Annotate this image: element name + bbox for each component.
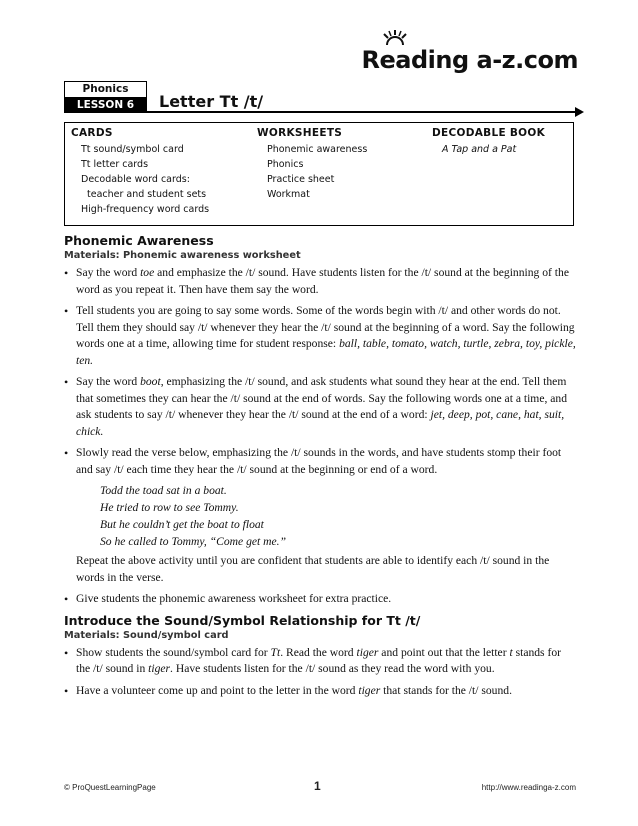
sun-icon — [382, 30, 408, 46]
title-rule — [147, 111, 576, 113]
card-item: Tt letter cards — [81, 159, 149, 170]
worksheet-item: Phonics — [267, 159, 304, 170]
section-materials: Materials: Phonemic awareness worksheet — [64, 250, 301, 261]
reading-az-logo — [362, 46, 578, 74]
list-item: • Show students the sound/symbol card for Tt. Read the word tiger and point out that the letter t stands for the /t/ sound in tiger. Have students listen for the /t/ sound as they read the word with you. — [64, 645, 576, 678]
list-item: • Say the word toe and emphasize the /t/ sound. Have students listen for the /t/ sound at the beginning of the word as you repeat it. Then have them say the word. — [64, 265, 576, 298]
list-item: • Tell students you are going to say some words. Some of the words begin with /t/ and other words do not. Tell them they should say /t/ whenever they hear the /t/ sound at the beginning of a word. Say the following words one at a time, allowing time for student response: ball, table, tomato, watch, turtle, zebra, toy, pickle, ten. — [64, 303, 576, 369]
worksheets-heading: WORKSHEETS — [257, 127, 343, 139]
lesson-tab: LESSON 6 — [64, 97, 147, 113]
decodable-book-column — [432, 127, 545, 157]
lesson-title: Letter Tt /t/ — [159, 92, 264, 111]
card-item: Tt sound/symbol card — [81, 144, 184, 155]
arrow-right-icon — [575, 107, 584, 117]
verse — [64, 482, 576, 550]
page-number: 1 — [314, 779, 321, 793]
list-item: • Give students the phonemic awareness worksheet for extra practice. — [64, 591, 576, 608]
copyright: © ProQuestLearningPage — [64, 783, 156, 792]
cards-heading: CARDS — [71, 127, 113, 139]
verse-line: Todd the toad sat in a boat. — [100, 484, 227, 497]
cards-column — [71, 127, 209, 217]
decodable-book-title: A Tap and a Pat — [442, 144, 517, 155]
repeat-instruction: Repeat the above activity until you are confident that students are able to identify each /t/ sound in the words in the verse. — [76, 554, 550, 584]
lesson-header — [64, 81, 576, 113]
card-item: teacher and student sets — [87, 189, 207, 200]
verse-line: But he couldn’t get the boat to float — [100, 518, 264, 531]
card-item: High-frequency word cards — [81, 204, 210, 215]
materials-box — [64, 122, 574, 226]
verse-line: So he called to Tommy, “Come get me.” — [100, 535, 287, 548]
verse-line: He tried to row to see Tommy. — [100, 501, 239, 514]
list-item: • Have a volunteer come up and point to the letter in the word tiger that stands for the /t/ sound. — [64, 683, 576, 700]
site-url: http://www.readinga-z.com — [481, 783, 576, 792]
decodable-book-heading: DECODABLE BOOK — [432, 127, 546, 139]
lesson-content — [64, 233, 576, 704]
worksheets-column — [257, 127, 367, 202]
worksheet-item: Workmat — [267, 189, 310, 200]
section-title: Phonemic Awareness — [64, 233, 214, 248]
list-item: • Say the word boot, emphasizing the /t/ sound, and ask students what sound they hear at the end. Tell them that sometimes they can hear the /t/ sound at the end of words. Say the following words one at a time, and ask students to say /t/ whenever they hear the /t/ sound at the end of a word: jet, deep, pot, cane, hat, suit, chick. — [64, 374, 576, 440]
card-item: Decodable word cards: — [81, 174, 190, 185]
worksheet-item: Phonemic awareness — [267, 144, 368, 155]
section-materials: Materials: Sound/symbol card — [64, 629, 229, 641]
section-title: Introduce the Sound/Symbol Relationship for Tt /t/ — [64, 612, 421, 628]
subject-tab: Phonics — [64, 81, 147, 98]
list-item: • Slowly read the verse below, emphasizing the /t/ sounds in the words, and have students stomp their foot and say /t/ each time they hear the /t/ sound at the beginning or end of a word. — [64, 445, 576, 478]
worksheet-item: Practice sheet — [267, 174, 335, 185]
logo-text: Reading a-z.com — [361, 46, 578, 74]
